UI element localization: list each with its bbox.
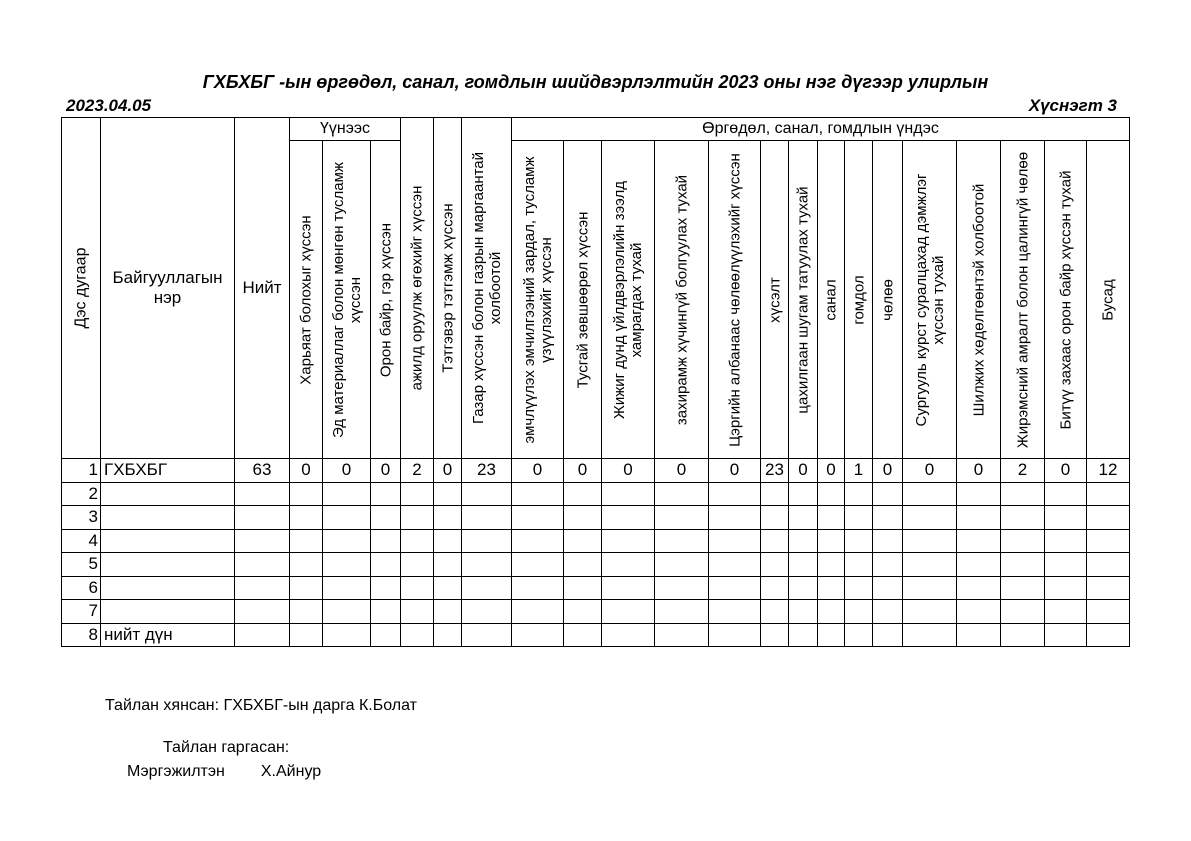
row-value — [957, 506, 1001, 530]
header-col-13-label: цахилгаан шугам татуулах тухай — [794, 185, 812, 414]
row-value — [462, 529, 512, 553]
row-value — [845, 623, 873, 647]
row-value — [290, 600, 323, 624]
table-row — [62, 459, 1130, 483]
row-value — [434, 600, 462, 624]
row-value — [462, 600, 512, 624]
reviewed-label: Тайлан хянсан: — [105, 697, 220, 714]
row-value — [761, 600, 789, 624]
row-total — [235, 600, 290, 624]
header-col-16-label: чөлөө — [879, 278, 896, 321]
row-value — [903, 623, 957, 647]
row-value — [371, 506, 401, 530]
header-index-label: Дэс дугаар — [72, 247, 90, 329]
reviewed-by: ГХБХБГ-ын дарга К.Болат — [223, 697, 417, 714]
row-value — [512, 623, 564, 647]
row-value — [462, 576, 512, 600]
row-index: 2 — [62, 482, 101, 506]
row-value — [957, 553, 1001, 577]
header-col-5-label: Тэтгэвэр тэтгэмж хүссэн — [439, 203, 456, 373]
row-value — [371, 529, 401, 553]
row-value: 0 — [434, 459, 462, 483]
row-value — [709, 576, 761, 600]
row-value — [903, 600, 957, 624]
row-value — [462, 506, 512, 530]
row-value — [903, 482, 957, 506]
row-index: 5 — [62, 553, 101, 577]
row-value — [512, 600, 564, 624]
row-value — [789, 529, 818, 553]
row-value: 2 — [1001, 459, 1045, 483]
header-col-19 — [1001, 141, 1045, 459]
row-value — [1087, 600, 1130, 624]
prepared-by: Х.Айнур — [260, 763, 322, 780]
header-col-3-label: Орон байр, гэр хүссэн — [377, 222, 394, 377]
prepared-label: Тайлан гаргасан: — [163, 739, 290, 756]
row-value — [1045, 576, 1087, 600]
row-value — [1045, 506, 1087, 530]
row-value — [655, 623, 709, 647]
header-col-20 — [1045, 141, 1087, 459]
row-value — [564, 506, 602, 530]
header-col-21-label: Бусад — [1099, 278, 1117, 321]
row-value — [655, 482, 709, 506]
row-value — [462, 482, 512, 506]
header-col-19-label: Жирэмсний амралт болон цалингүй чөлөө — [1014, 151, 1031, 448]
row-value — [371, 600, 401, 624]
row-index: 3 — [62, 506, 101, 530]
row-value — [1087, 506, 1130, 530]
row-value — [873, 482, 903, 506]
row-value: 0 — [1045, 459, 1087, 483]
row-value — [845, 553, 873, 577]
row-value — [290, 576, 323, 600]
row-value — [873, 553, 903, 577]
header-col-8 — [564, 141, 602, 459]
row-value — [401, 576, 434, 600]
row-total — [235, 529, 290, 553]
row-value — [761, 529, 789, 553]
row-value — [602, 623, 655, 647]
header-col-8-label: Тусгай зөвшөөрөл хүссэн — [574, 211, 591, 388]
row-value — [818, 576, 845, 600]
header-col-6-label: Газар хүссэн болон газрын маргаантай холбоотой — [469, 151, 504, 425]
header-col-4 — [401, 118, 434, 459]
row-value — [290, 529, 323, 553]
row-value: 0 — [290, 459, 323, 483]
header-col-12 — [761, 141, 789, 459]
row-value — [818, 529, 845, 553]
row-value — [512, 576, 564, 600]
row-value — [789, 482, 818, 506]
row-value — [655, 529, 709, 553]
header-group-basis-label: Өргөдөл, санал, гомдлын үндэс — [702, 120, 939, 137]
row-value — [401, 600, 434, 624]
header-org — [101, 118, 235, 459]
row-value: 0 — [873, 459, 903, 483]
row-value — [789, 600, 818, 624]
header-col-10 — [655, 141, 709, 459]
row-value — [1045, 482, 1087, 506]
prepared-role: Мэргэжилтэн — [127, 763, 225, 780]
row-value — [655, 576, 709, 600]
row-value — [401, 623, 434, 647]
row-value — [818, 553, 845, 577]
row-value — [761, 576, 789, 600]
row-value: 0 — [564, 459, 602, 483]
row-value — [1001, 600, 1045, 624]
header-org-label: Байгууллагын нэр — [112, 268, 223, 307]
row-value — [789, 623, 818, 647]
row-value — [1001, 529, 1045, 553]
row-value — [903, 506, 957, 530]
header-col-12-label: хүсэлт — [766, 276, 783, 323]
row-value — [873, 600, 903, 624]
row-value — [371, 623, 401, 647]
row-value — [401, 482, 434, 506]
row-value — [1087, 553, 1130, 577]
row-value — [371, 576, 401, 600]
row-value — [323, 600, 371, 624]
row-value — [957, 600, 1001, 624]
row-value — [709, 506, 761, 530]
row-value — [323, 553, 371, 577]
row-value — [564, 576, 602, 600]
row-value: 2 — [401, 459, 434, 483]
header-col-15-label: гомдол — [850, 274, 867, 325]
table-row — [62, 623, 1130, 647]
row-value — [845, 600, 873, 624]
row-value — [323, 482, 371, 506]
row-value — [655, 600, 709, 624]
row-value — [323, 506, 371, 530]
table-number: Хүснэгт 3 — [1028, 96, 1117, 115]
row-value: 0 — [371, 459, 401, 483]
row-value — [761, 623, 789, 647]
row-value — [512, 506, 564, 530]
row-index: 4 — [62, 529, 101, 553]
row-value — [323, 529, 371, 553]
row-org-name — [101, 600, 235, 624]
row-total — [235, 553, 290, 577]
row-value — [818, 623, 845, 647]
row-value — [1001, 576, 1045, 600]
row-value — [845, 482, 873, 506]
header-col-16 — [873, 141, 903, 459]
row-value — [845, 576, 873, 600]
row-value — [873, 506, 903, 530]
row-index: 7 — [62, 600, 101, 624]
row-value — [462, 623, 512, 647]
row-value: 0 — [709, 459, 761, 483]
header-col-9 — [602, 141, 655, 459]
row-value: 0 — [323, 459, 371, 483]
row-value: 0 — [957, 459, 1001, 483]
row-value — [564, 553, 602, 577]
row-value — [903, 553, 957, 577]
header-col-7-label: эмчлүүлэх эмчилгээний зардал, тусламж үзүүлэхийг хүссэн — [520, 155, 555, 444]
row-value — [602, 506, 655, 530]
row-value — [1087, 482, 1130, 506]
row-value — [564, 600, 602, 624]
row-value — [401, 529, 434, 553]
header-group-forms-label: Үүнээс — [319, 120, 371, 137]
header-col-18-label: Шилжих хөдөлгөөнтэй холбоотой — [970, 183, 987, 416]
row-value: 12 — [1087, 459, 1130, 483]
row-value — [1001, 553, 1045, 577]
row-value — [1087, 529, 1130, 553]
header-col-7 — [512, 141, 564, 459]
row-value — [845, 529, 873, 553]
row-org-name: ГХБХБГ — [101, 459, 235, 483]
table-row — [62, 576, 1130, 600]
row-org-name — [101, 506, 235, 530]
row-value — [512, 553, 564, 577]
row-value — [655, 506, 709, 530]
prepared-line — [127, 763, 321, 781]
row-value — [512, 529, 564, 553]
row-value: 0 — [789, 459, 818, 483]
row-value — [602, 576, 655, 600]
row-value — [1001, 482, 1045, 506]
row-value — [1045, 529, 1087, 553]
row-value — [761, 553, 789, 577]
header-index — [62, 118, 101, 459]
header-col-20-label: Битүү захаас орон байр хүссэн тухай — [1057, 170, 1074, 429]
row-value — [564, 623, 602, 647]
header-col-14 — [818, 141, 845, 459]
row-value: 23 — [761, 459, 789, 483]
row-value — [290, 482, 323, 506]
row-value — [462, 553, 512, 577]
row-value — [602, 482, 655, 506]
row-value — [602, 529, 655, 553]
row-value — [401, 506, 434, 530]
report-title: ГХБХБГ -ын өргөдөл, санал, гомдлын шийдвэрлэлтийн 2023 оны нэг дүгээр улирлын — [202, 72, 989, 92]
row-value — [655, 553, 709, 577]
row-value — [709, 600, 761, 624]
row-value — [564, 529, 602, 553]
row-value — [371, 482, 401, 506]
report-table — [61, 117, 1130, 647]
row-value — [1087, 576, 1130, 600]
row-value — [818, 506, 845, 530]
row-value — [564, 482, 602, 506]
row-value — [1001, 623, 1045, 647]
report-date: 2023.04.05 — [66, 96, 152, 115]
header-col-10-label: захирамж хүчингүй болгуулах тухай — [673, 174, 690, 425]
header-col-13 — [789, 141, 818, 459]
row-value — [434, 482, 462, 506]
row-value — [709, 623, 761, 647]
row-total — [235, 623, 290, 647]
row-value — [789, 553, 818, 577]
row-value — [434, 529, 462, 553]
row-value — [818, 600, 845, 624]
header-col-1-label: Харьяат болохыг хүссэн — [297, 214, 315, 385]
row-index: 8 — [62, 623, 101, 647]
row-value — [957, 482, 1001, 506]
row-value: 0 — [602, 459, 655, 483]
row-value — [434, 553, 462, 577]
row-value: 23 — [462, 459, 512, 483]
header-col-3 — [371, 141, 401, 459]
row-value — [709, 482, 761, 506]
row-value — [323, 576, 371, 600]
row-value — [789, 576, 818, 600]
header-col-2 — [323, 141, 371, 459]
row-value — [903, 529, 957, 553]
row-value — [957, 529, 1001, 553]
row-value — [957, 623, 1001, 647]
reviewed-line — [105, 697, 417, 715]
row-org-name — [101, 482, 235, 506]
row-value — [1045, 553, 1087, 577]
header-row-1 — [62, 118, 1130, 141]
row-value: 0 — [903, 459, 957, 483]
row-total: 63 — [235, 459, 290, 483]
row-value — [602, 553, 655, 577]
header-col-17 — [903, 141, 957, 459]
table-body — [62, 118, 1130, 647]
row-value — [789, 506, 818, 530]
header-col-2-label: Эд материаллаг болон мөнгөн тусламж хүссэн — [329, 161, 364, 438]
table-row — [62, 506, 1130, 530]
header-col-1 — [290, 141, 323, 459]
row-value — [709, 553, 761, 577]
row-value — [903, 576, 957, 600]
row-index: 1 — [62, 459, 101, 483]
header-col-11-label: Цэргийн албанаас чөлөөлүүлэхийг хүссэн — [726, 152, 743, 447]
row-value — [1001, 506, 1045, 530]
table-row — [62, 600, 1130, 624]
row-value — [512, 482, 564, 506]
header-col-17-label: Сургууль курст суралцахад дэмжлэг хүссэн тухай — [912, 173, 947, 426]
row-value: 1 — [845, 459, 873, 483]
row-value — [371, 553, 401, 577]
row-value — [873, 623, 903, 647]
row-org-name: нийт дүн — [101, 623, 235, 647]
table-row — [62, 529, 1130, 553]
header-group-basis — [512, 118, 1130, 141]
table-row — [62, 553, 1130, 577]
row-org-name — [101, 576, 235, 600]
row-value — [401, 553, 434, 577]
row-value — [1045, 600, 1087, 624]
row-value — [873, 576, 903, 600]
row-value — [434, 506, 462, 530]
header-col-5 — [434, 118, 462, 459]
row-value — [323, 623, 371, 647]
row-value — [434, 576, 462, 600]
row-value — [845, 506, 873, 530]
row-org-name — [101, 553, 235, 577]
row-value — [709, 529, 761, 553]
row-value — [873, 529, 903, 553]
header-col-4-label: ажилд оруулж өгөхийг хүссэн — [408, 185, 426, 391]
row-value: 0 — [512, 459, 564, 483]
row-value — [761, 482, 789, 506]
row-value — [818, 482, 845, 506]
row-value — [290, 553, 323, 577]
row-value: 0 — [655, 459, 709, 483]
row-total — [235, 506, 290, 530]
row-value — [761, 506, 789, 530]
row-value — [290, 506, 323, 530]
row-index: 6 — [62, 576, 101, 600]
row-value — [290, 623, 323, 647]
header-col-14-label: санал — [822, 278, 840, 321]
row-total — [235, 482, 290, 506]
header-col-18 — [957, 141, 1001, 459]
header-col-11 — [709, 141, 761, 459]
header-col-15 — [845, 141, 873, 459]
header-col-9-label: Жижиг дунд үйлдвэрлэлийн зээлд хамрагдах тухай — [611, 180, 645, 419]
row-value — [1087, 623, 1130, 647]
row-org-name — [101, 529, 235, 553]
table-row — [62, 482, 1130, 506]
row-total — [235, 576, 290, 600]
row-value: 0 — [818, 459, 845, 483]
header-group-forms — [290, 118, 401, 141]
row-value — [434, 623, 462, 647]
row-value — [602, 600, 655, 624]
header-col-6 — [462, 118, 512, 459]
header-total — [235, 118, 290, 459]
header-total-label: Нийт — [242, 278, 282, 297]
row-value — [1045, 623, 1087, 647]
row-value — [957, 576, 1001, 600]
header-col-21 — [1087, 141, 1130, 459]
